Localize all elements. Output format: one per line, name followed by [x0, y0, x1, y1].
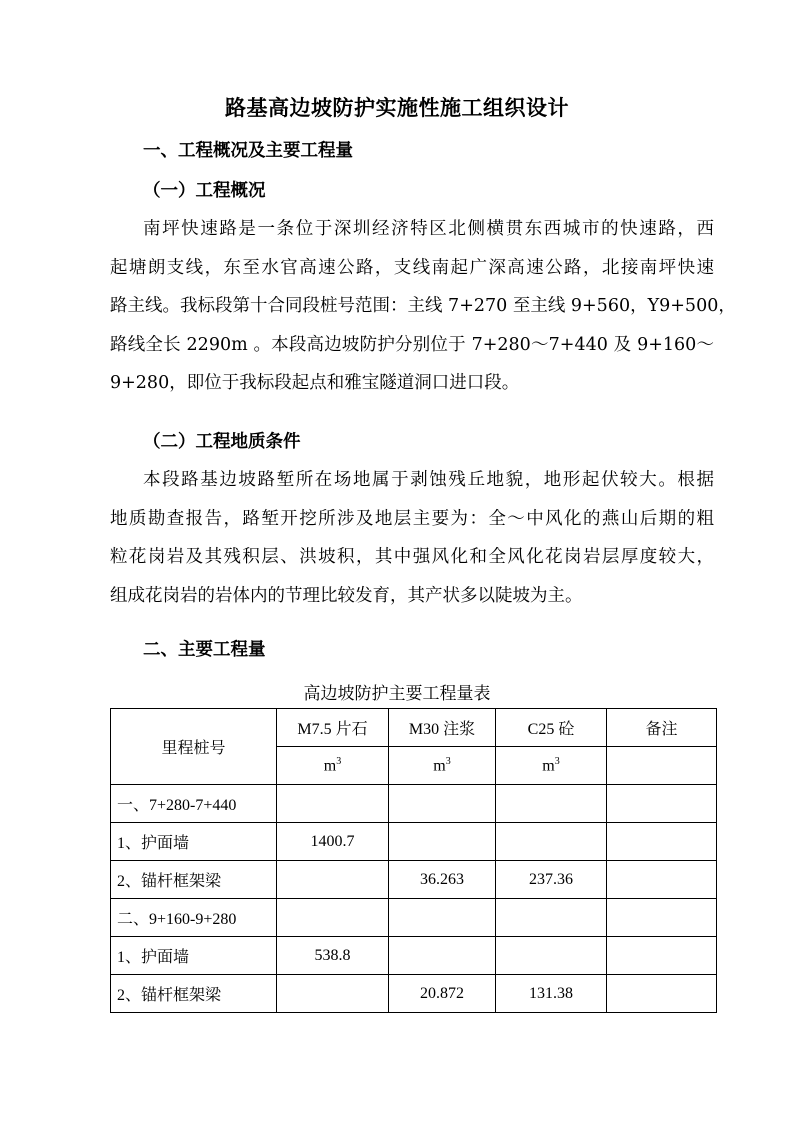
table-cell: [277, 975, 389, 1013]
unit-superscript: 3: [445, 755, 451, 767]
paragraph-line: 粒花岗岩及其残积层、洪坡积，其中强风化和全风化花岗岩层厚度较大，: [110, 547, 714, 567]
unit-cell: [496, 747, 607, 785]
table-cell: [607, 861, 717, 899]
paragraph-line: 本段路基边坡路堑所在场地属于剥蚀残丘地貌，地形起伏较大。根据: [143, 470, 714, 490]
table-cell: 131.38: [496, 975, 607, 1013]
table-cell: 20.872: [389, 975, 496, 1013]
unit-text: m: [323, 757, 337, 775]
table-cell: [389, 823, 496, 861]
table-row: [111, 785, 717, 823]
table-row: [111, 899, 717, 937]
table-cell: 538.8: [277, 937, 389, 975]
paragraph-line: 路线全长 2290m 。本段高边坡防护分别位于 7+280～7+440 及 9+160～: [110, 334, 714, 355]
table-cell: [389, 899, 496, 937]
paragraph-line: 组成花岗岩的岩体内的节理比较发育，其产状多以陡坡为主。: [110, 585, 583, 606]
unit-cell: [389, 747, 496, 785]
unit-cell: [607, 747, 717, 785]
paragraph-line: 9+280，即位于我标段起点和雅宝隧道洞口进口段。: [110, 373, 520, 393]
paragraph-line: 地质勘查报告，路堑开挖所涉及地层主要为：全～中风化的燕山后期的粗: [110, 508, 714, 529]
table-cell: [607, 899, 717, 937]
unit-text: m: [433, 757, 446, 775]
table-cell: 1400.7: [277, 823, 389, 861]
table-caption: 高边坡防护主要工程量表: [303, 684, 491, 704]
section1-heading: 一、工程概况及主要工程量: [143, 141, 353, 161]
sub1-paragraph: [110, 210, 736, 403]
table-row: [111, 823, 717, 861]
table-cell: 1、护面墙: [111, 937, 277, 975]
paragraph-line: 起塘朗支线，东至水官高速公路，支线南起广深高速公路，北接南坪快速: [110, 257, 714, 278]
page-title: 路基高边坡防护实施性施工组织设计: [225, 95, 569, 120]
table-cell: [277, 899, 389, 937]
table-row: [111, 937, 717, 975]
table-cell: [277, 785, 389, 823]
table-header-row: [111, 709, 717, 747]
table-row: [111, 975, 717, 1013]
sub2-paragraph: [110, 461, 714, 615]
table-cell: [496, 899, 607, 937]
header-cell: 备注: [607, 709, 717, 747]
table-cell: 2、锚杆框架梁: [111, 861, 277, 899]
paragraph-line: 路主线。我标段第十合同段桩号范围：主线 7+270 至主线 9+560，Y9+500，: [110, 296, 736, 316]
table-cell: [277, 861, 389, 899]
table-cell: 一、7+280-7+440: [111, 785, 277, 823]
header-cell: 里程桩号: [111, 709, 277, 785]
table-row: [111, 861, 717, 899]
table-cell: [496, 823, 607, 861]
table-cell: [389, 785, 496, 823]
sub2-heading: （二）工程地质条件: [143, 432, 301, 452]
table-cell: 237.36: [496, 861, 607, 899]
paragraph-line: 南坪快速路是一条位于深圳经济特区北侧横贯东西城市的快速路，西: [143, 219, 714, 239]
table-cell: [496, 937, 607, 975]
table-cell: 2、锚杆框架梁: [111, 975, 277, 1013]
section2-heading: 二、主要工程量: [143, 640, 266, 660]
header-cell: M7.5 片石: [277, 709, 389, 747]
table-cell: [607, 785, 717, 823]
table-cell: [496, 785, 607, 823]
sub1-heading: （一）工程概况: [143, 181, 266, 201]
table-cell: 36.263: [389, 861, 496, 899]
table-cell: [607, 823, 717, 861]
header-cell: M30 注浆: [389, 709, 496, 747]
quantity-table: [110, 708, 717, 1013]
unit-superscript: 3: [554, 755, 560, 767]
table-cell: [607, 975, 717, 1013]
table-cell: [389, 937, 496, 975]
table-cell: 二、9+160-9+280: [111, 899, 277, 937]
unit-text: m: [542, 757, 555, 775]
unit-cell: [277, 747, 389, 785]
header-cell: C25 砼: [496, 709, 607, 747]
unit-superscript: 3: [336, 755, 342, 767]
table-cell: [607, 937, 717, 975]
table-cell: 1、护面墙: [111, 823, 277, 861]
